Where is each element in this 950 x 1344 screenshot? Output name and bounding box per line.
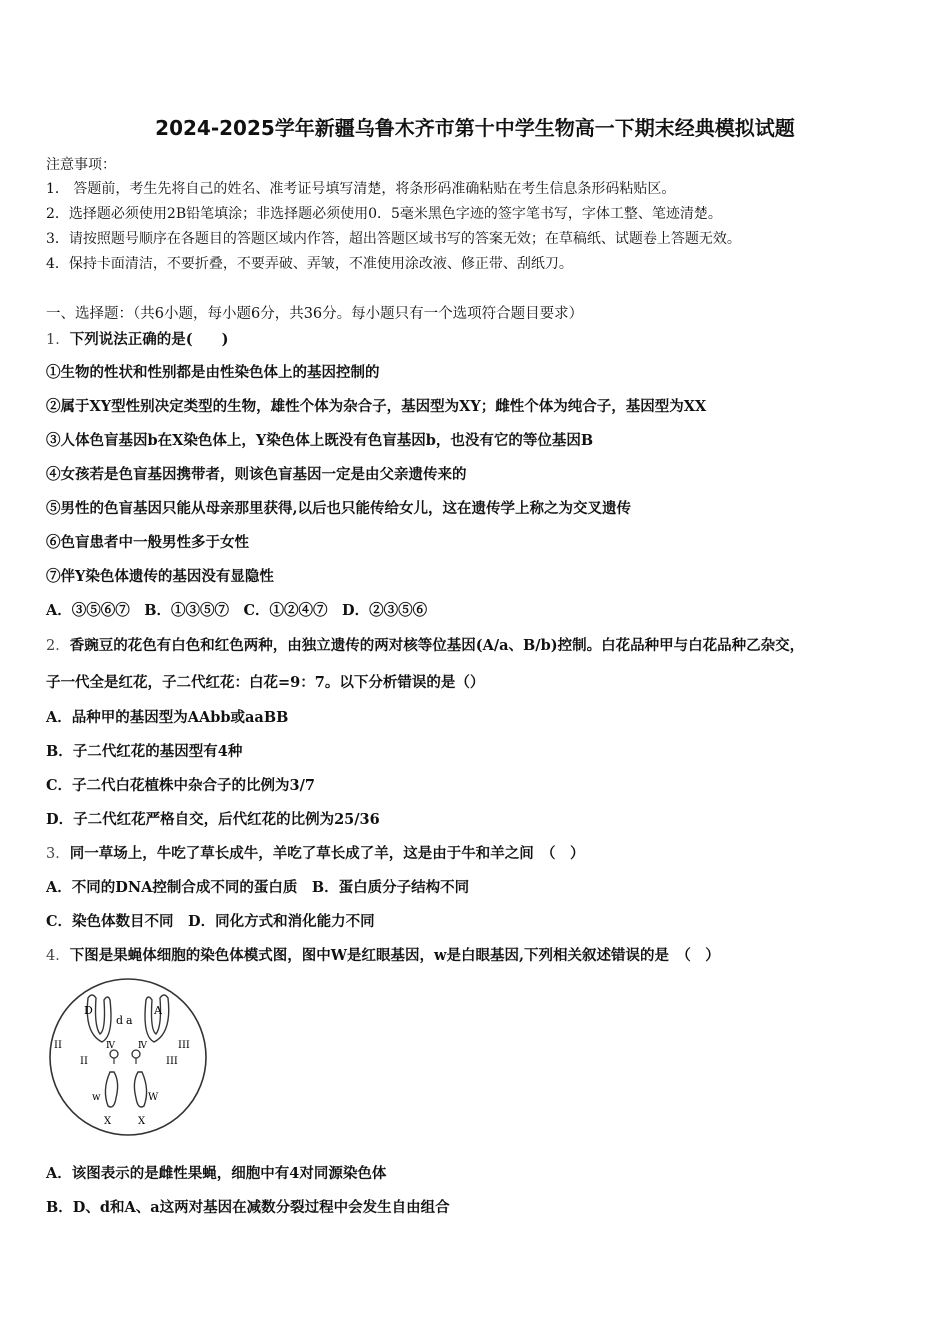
question-4-number: 4． [46, 948, 70, 964]
q1-statement-7: ⑦伴Y染色体遗传的基因没有显隐性 [46, 568, 274, 585]
label-X-right: X [138, 1116, 146, 1127]
q1-statement-3: ③人体色盲基因b在X染色体上，Y染色体上既没有色盲基因b，也没有它的等位基因B [46, 432, 594, 449]
q1-statement-1: ①生物的性状和性别都是由性染色体上的基因控制的 [46, 364, 380, 381]
q1-options: A．③⑤⑥⑦ B．①③⑤⑦ C．①②④⑦ D．②③⑤⑥ [46, 602, 428, 619]
label-IV-right: Ⅳ [138, 1041, 147, 1051]
question-3-stem: 同一草场上，牛吃了草长成牛，羊吃了草长成了羊，这是由于牛和羊之间 （ ） [69, 845, 585, 862]
section-heading: 一、选择题：（共6小题，每小题6分，共36分。每小题只有一个选项符合题目要求） [46, 306, 584, 322]
chromosome-IV-right [132, 1050, 140, 1058]
label-X-left: X [104, 1116, 112, 1127]
label-w: w [92, 1092, 101, 1103]
notice-item-1: 1． 答题前，考生先将自己的姓名、准考证号填写清楚，将条形码准确粘贴在考生信息条形码粘贴区。 [46, 181, 676, 197]
chromosome-X-left [105, 1072, 117, 1107]
cell-outline [50, 979, 206, 1135]
q3-options-line1: A．不同的DNA控制合成不同的蛋白质 B．蛋白质分子结构不同 [46, 879, 470, 896]
page-title: 2024-2025学年新疆乌鲁木齐市第十中学生物高一下期末经典模拟试题 [155, 116, 795, 140]
label-a: a [126, 1014, 133, 1027]
q3-options-line2: C．染色体数目不同 D．同化方式和消化能力不同 [46, 913, 375, 930]
question-2-number: 2． [46, 638, 70, 654]
q2-option-c: C．子二代白花植株中杂合子的比例为3/7 [46, 777, 316, 794]
label-III-left: III [166, 1056, 178, 1067]
chromosome-II-left [87, 995, 111, 1042]
chromosome-diagram [44, 978, 212, 1136]
chromosome-X-right [134, 1072, 146, 1107]
question-2-stem-line2: 子一代全是红花，子二代红花：白花=9：7。以下分析错误的是（） [46, 674, 485, 691]
question-2 [46, 634, 804, 655]
q4-option-a: A．该图表示的是雌性果蝇，细胞中有4对同源染色体 [46, 1165, 387, 1182]
chromosome-III-right [145, 995, 169, 1042]
notice-item-3: 3．请按照题号顺序在各题目的答题区域内作答，超出答题区域书写的答案无效；在草稿纸、试题卷上答题无效。 [46, 231, 741, 247]
question-1 [46, 328, 228, 349]
question-4-stem: 下图是果蝇体细胞的染色体模式图，图中W是红眼基因，w是白眼基因,下列相关叙述错误的是 （ ） [69, 947, 720, 964]
label-IV-left: Ⅳ [106, 1041, 115, 1051]
label-II-left: II [54, 1040, 62, 1051]
notice-item-2: 2．选择题必须使用2B铅笔填涂；非选择题必须使用0．5毫米黑色字迹的签字笔书写，字体工整、笔迹清楚。 [46, 206, 722, 222]
q1-statement-5: ⑤男性的色盲基因只能从母亲那里获得,以后也只能传给女儿，这在遗传学上称之为交叉遗传 [46, 500, 632, 517]
notice-item-4: 4．保持卡面清洁，不要折叠，不要弄破、弄皱，不准使用涂改液、修正带、刮纸刀。 [46, 256, 573, 272]
label-d: d [116, 1014, 124, 1027]
question-3 [46, 842, 584, 863]
q1-statement-4: ④女孩若是色盲基因携带者，则该色盲基因一定是由父亲遗传来的 [46, 466, 467, 483]
label-III-right: III [178, 1040, 190, 1051]
q1-statement-2: ②属于XY型性别决定类型的生物，雄性个体为杂合子，基因型为XY；雌性个体为纯合子，基因型为XX [46, 398, 707, 415]
label-II-right: II [80, 1056, 88, 1067]
q1-statement-6: ⑥色盲患者中一般男性多于女性 [46, 534, 249, 551]
question-3-number: 3． [46, 846, 70, 862]
label-D: D [84, 1004, 93, 1017]
q2-option-b: B．子二代红花的基因型有4种 [46, 743, 243, 760]
chromosome-IV-left [110, 1050, 118, 1058]
q4-option-b: B．D、d和A、a这两对基因在减数分裂过程中会发生自由组合 [46, 1199, 450, 1216]
label-A: A [154, 1004, 162, 1017]
label-W: W [148, 1092, 159, 1103]
q2-option-d: D．子二代红花严格自交，后代红花的比例为25/36 [46, 811, 380, 828]
question-1-number: 1． [46, 332, 70, 348]
notice-heading: 注意事项： [46, 157, 116, 173]
question-2-stem-line1: 香豌豆的花色有白色和红色两种，由独立遗传的两对核等位基因(A/a、B/b)控制。白花品种甲与白花品种乙杂交， [69, 637, 805, 654]
question-4 [46, 944, 720, 965]
q2-option-a: A．品种甲的基因型为AAbb或aaBB [46, 709, 289, 726]
question-1-stem: 下列说法正确的是( ) [69, 331, 229, 348]
